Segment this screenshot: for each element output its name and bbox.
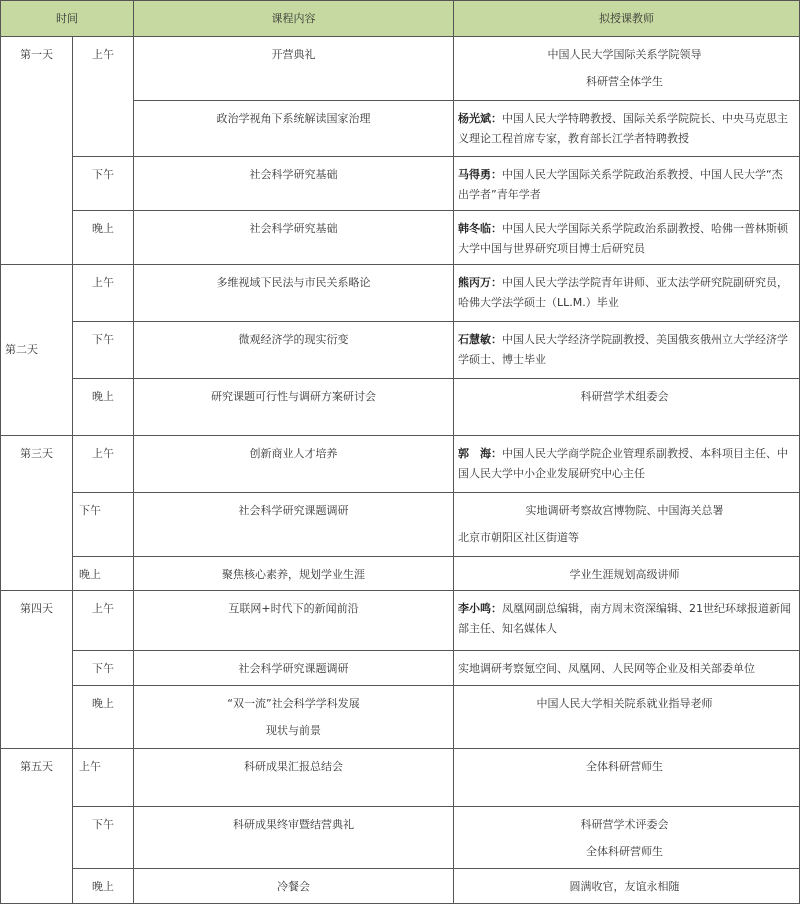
course-content — [134, 436, 454, 493]
teacher-cell — [454, 591, 800, 651]
course-content — [134, 686, 454, 749]
teacher-name: 郭 海： — [458, 447, 502, 460]
course-content — [134, 379, 454, 436]
course-content — [134, 869, 454, 904]
teacher-name: 马得勇： — [458, 168, 502, 181]
slot-label: 上午 — [73, 436, 134, 493]
table-row — [1, 591, 800, 651]
slot-label: 下午 — [73, 322, 134, 379]
table-row — [1, 493, 800, 557]
teacher-desc: 中国人民大学法学院青年讲师、亚太法学研究院副研究员，哈佛大学法学硕士（LL.M.）毕业 — [458, 276, 788, 309]
course-content — [134, 557, 454, 591]
course-content — [134, 651, 454, 686]
teacher-name: 石慧敏： — [458, 333, 502, 346]
slot-label: 晚上 — [73, 869, 134, 904]
table-row — [1, 436, 800, 493]
table-row — [1, 651, 800, 686]
course-title: 开营典礼 — [271, 48, 316, 61]
course-content — [134, 807, 454, 869]
teacher-line: 学业生涯规划高级讲师 — [569, 568, 680, 581]
table-row — [1, 807, 800, 869]
course-content — [134, 749, 454, 807]
slot-label: 下午 — [73, 807, 134, 869]
header-time: 时间 — [1, 1, 134, 37]
teacher-desc: 中国人民大学商学院企业管理系副教授、本科项目主任、中国人民大学中小企业发展研究中心主任 — [458, 447, 788, 480]
teacher-cell — [454, 37, 800, 101]
course-content — [134, 157, 454, 211]
teacher-line: 科研营学术组委会 — [580, 390, 669, 403]
day-label: 第二天 — [1, 265, 73, 436]
course-title: 社会科学研究课题调研 — [238, 662, 349, 675]
header-teacher: 拟授课教师 — [454, 1, 800, 37]
table-row — [1, 211, 800, 265]
slot-label: 上午 — [73, 749, 134, 807]
teacher-line: 实地调研考察氪空间、凤凰网、人民网等企业及相关部委单位 — [458, 662, 755, 675]
teacher-name: 杨光斌： — [458, 112, 502, 125]
teacher-line: 全体科研营师生 — [586, 845, 663, 858]
teacher-cell — [454, 322, 800, 379]
course-title: 政治学视角下系统解读国家治理 — [216, 112, 371, 125]
course-title: 多维视域下民法与市民关系略论 — [216, 276, 371, 289]
course-content — [134, 211, 454, 265]
table-row — [1, 265, 800, 322]
course-title: 社会科学研究基础 — [249, 168, 338, 181]
day-label: 第五天 — [1, 749, 73, 904]
course-title: 聚焦核心素养，规划学业生涯 — [222, 568, 365, 581]
course-title: 科研成果汇报总结会 — [244, 760, 343, 773]
course-content — [134, 101, 454, 157]
course-title: 科研成果终审暨结营典礼 — [233, 818, 354, 831]
teacher-desc: 中国人民大学国际关系学院政治系副教授、哈佛一普林斯顿大学中国与世界研究项目博士后研究员 — [458, 222, 788, 255]
teacher-desc: 中国人民大学经济学院副教授、美国俄亥俄州立大学经济学学硕士、博士毕业 — [458, 333, 788, 366]
teacher-desc: 中国人民大学特聘教授、国际关系学院院长、中央马克思主义理论工程首席专家，教育部长江学者特聘教授 — [458, 112, 788, 145]
table-row — [1, 557, 800, 591]
teacher-cell — [454, 101, 800, 157]
course-title: 微观经济学的现实衍变 — [238, 333, 349, 346]
course-content — [134, 322, 454, 379]
teacher-line: 中国人民大学相关院系就业指导老师 — [536, 697, 713, 710]
teacher-cell — [454, 749, 800, 807]
course-content — [134, 591, 454, 651]
course-content — [134, 493, 454, 557]
slot-label: 上午 — [73, 265, 134, 322]
day-label: 第三天 — [1, 436, 73, 591]
table-row — [1, 749, 800, 807]
teacher-line: 科研营学术评委会 — [580, 818, 669, 831]
teacher-line: 实地调研考察故宫博物院、中国海关总署 — [525, 504, 724, 517]
table-row — [1, 379, 800, 436]
teacher-name: 李小鸣： — [458, 602, 502, 615]
teacher-line: 全体科研营师生 — [586, 760, 663, 773]
day-label: 第四天 — [1, 591, 73, 749]
course-title: 社会科学研究基础 — [249, 222, 338, 235]
teacher-cell — [454, 807, 800, 869]
course-title: “双一流”社会科学学科发展 — [227, 697, 360, 710]
table-row — [1, 686, 800, 749]
teacher-cell — [454, 379, 800, 436]
teacher-cell — [454, 436, 800, 493]
course-title: 创新商业人才培养 — [249, 447, 338, 460]
header-row — [1, 1, 800, 37]
slot-label: 晚上 — [73, 379, 134, 436]
header-content: 课程内容 — [134, 1, 454, 37]
teacher-cell — [454, 265, 800, 322]
course-title: 现状与前景 — [266, 724, 321, 737]
teacher-line: 北京市朝阳区社区街道等 — [458, 531, 579, 544]
table-row — [1, 869, 800, 904]
table-row — [1, 37, 800, 101]
teacher-cell — [454, 869, 800, 904]
course-title: 社会科学研究课题调研 — [238, 504, 349, 517]
slot-label: 下午 — [73, 651, 134, 686]
course-title: 互联网+时代下的新闻前沿 — [228, 602, 359, 615]
teacher-name: 熊丙万： — [458, 276, 502, 289]
slot-label: 下午 — [73, 493, 134, 557]
teacher-line: 科研营全体学生 — [586, 75, 663, 88]
teacher-line: 中国人民大学国际关系学院领导 — [547, 48, 702, 61]
slot-label: 下午 — [73, 157, 134, 211]
teacher-desc: 中国人民大学国际关系学院政治系教授、中国人民大学“杰出学者”青年学者 — [458, 168, 783, 201]
course-title: 研究课题可行性与调研方案研讨会 — [211, 390, 376, 403]
teacher-desc: 凤凰网副总编辑，南方周末资深编辑、21世纪环球报道新闻部主任、知名媒体人 — [458, 602, 791, 635]
day-label: 第一天 — [1, 37, 73, 265]
teacher-name: 韩冬临： — [458, 222, 502, 235]
slot-label: 晚上 — [73, 211, 134, 265]
table-row — [1, 157, 800, 211]
slot-label: 上午 — [73, 591, 134, 651]
table-row — [1, 322, 800, 379]
slot-label: 上午 — [73, 37, 134, 157]
teacher-cell — [454, 651, 800, 686]
teacher-cell — [454, 493, 800, 557]
teacher-cell — [454, 686, 800, 749]
slot-label: 晚上 — [73, 686, 134, 749]
slot-label: 晚上 — [73, 557, 134, 591]
teacher-line: 圆满收官，友谊永相随 — [569, 880, 680, 893]
teacher-cell — [454, 157, 800, 211]
teacher-cell — [454, 211, 800, 265]
course-content — [134, 265, 454, 322]
course-content — [134, 37, 454, 101]
teacher-cell — [454, 557, 800, 591]
course-title: 冷餐会 — [277, 880, 310, 893]
